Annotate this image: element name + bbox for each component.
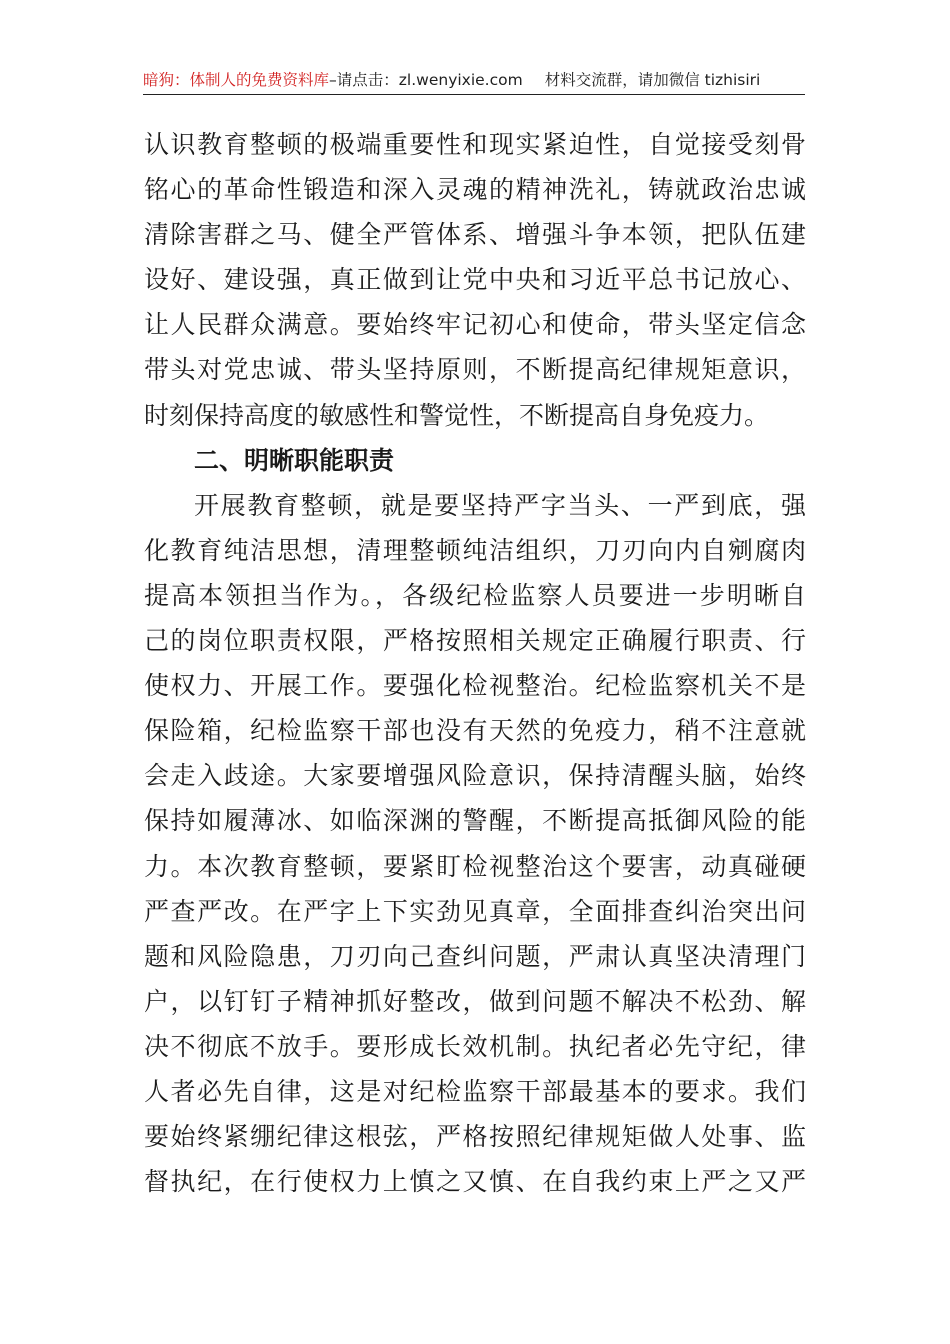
text-line: 己的岗位职责权限，严格按照相关规定正确履行职责、行 bbox=[144, 626, 806, 656]
text-line: 力。本次教育整顿，要紧盯检视整治这个要害，动真碰硬 bbox=[144, 851, 806, 881]
text-line: 铭心的革命性锻造和深入灵魂的精神洗礼，铸就政治忠诚 bbox=[144, 175, 806, 205]
text-line: 带头对党忠诚、带头坚持原则，不断提高纪律规矩意识， bbox=[144, 355, 806, 385]
text-line: 设好、建设强，真正做到让党中央和习近平总书记放心、 bbox=[144, 265, 806, 295]
text-line: 化教育纯洁思想，清理整顿纯洁组织，刀刃向内自剜腐肉 bbox=[144, 535, 806, 565]
text-line: 认识教育整顿的极端重要性和现实紧迫性，自觉接受刻骨 bbox=[144, 130, 806, 159]
document-body bbox=[144, 122, 806, 1204]
text-line: 户，以钉钉子精神抓好整改，做到问题不解决不松劲、解 bbox=[144, 986, 806, 1016]
text-line: 严查严改。在严字上下实劲见真章，全面排查纠治突出问 bbox=[144, 896, 806, 926]
text-line: 督执纪，在行使权力上慎之又慎、在自我约束上严之又严 bbox=[144, 1167, 806, 1197]
header-click-prefix: –请点击： bbox=[329, 71, 399, 89]
text-line: 清除害群之马、健全严管体系、增强斗争本领，把队伍建 bbox=[144, 220, 806, 250]
text-line: 决不彻底不放手。要形成长效机制。执纪者必先守纪，律 bbox=[144, 1031, 806, 1061]
text-line: 保持如履薄冰、如临深渊的警醒，不断提高抵御风险的能 bbox=[144, 806, 806, 836]
text-line: 使权力、开展工作。要强化检视整治。纪检监察机关不是 bbox=[144, 671, 806, 701]
paragraph-1 bbox=[144, 122, 806, 438]
text-line: 保险箱，纪检监察干部也没有天然的免疫力，稍不注意就 bbox=[144, 716, 806, 746]
page-header bbox=[143, 66, 805, 95]
section-heading: 二、明晰职能职责 bbox=[194, 445, 395, 475]
text-line: 人者必先自律，这是对纪检监察干部最基本的要求。我们 bbox=[144, 1076, 806, 1106]
header-group-note: 材料交流群，请加微信 tizhisiri bbox=[544, 71, 761, 89]
text-line: 时刻保持高度的敏感性和警觉性，不断提高自身免疫力。 bbox=[144, 400, 770, 430]
text-line: 开展教育整顿，就是要坚持严字当头、一严到底，强 bbox=[194, 490, 806, 520]
text-line: 让人民群众满意。要始终牢记初心和使命，带头坚定信念 bbox=[144, 310, 806, 340]
paragraph-2 bbox=[144, 483, 806, 1205]
text-line: 题和风险隐患，刀刃向己查纠问题，严肃认真坚决清理门 bbox=[144, 941, 806, 971]
text-line: 提高本领担当作为。，各级纪检监察人员要进一步明晰自 bbox=[144, 580, 806, 610]
header-url-link[interactable]: zl.wenyixie.com bbox=[398, 71, 523, 89]
header-brand: 暗狗：体制人的免费资料库 bbox=[143, 71, 330, 89]
text-line: 会走入歧途。大家要增强风险意识，保持清醒头脑，始终 bbox=[144, 761, 806, 791]
text-line: 要始终紧绷纪律这根弦，严格按照纪律规矩做人处事、监 bbox=[144, 1122, 806, 1152]
